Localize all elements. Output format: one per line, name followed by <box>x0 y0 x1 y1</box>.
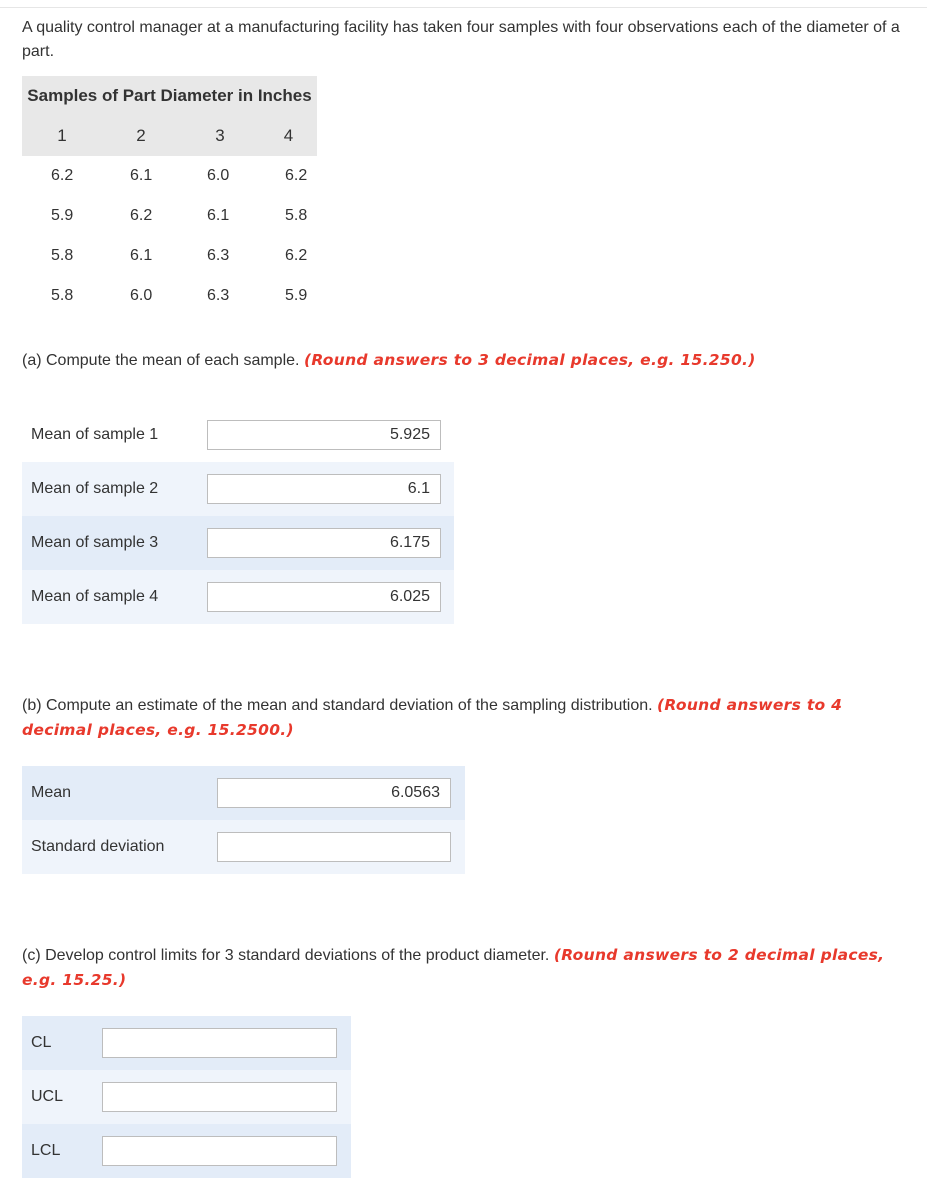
table-cell: 6.2 <box>51 167 74 184</box>
table-cell: 6.1 <box>130 167 153 184</box>
part-c-prompt <box>22 943 912 993</box>
table-cell: 6.3 <box>207 247 230 264</box>
answer-label: Mean of sample 1 <box>31 426 159 443</box>
lcl-input[interactable] <box>102 1136 337 1166</box>
part-a-text: (a) Compute the mean of each sample. <box>22 352 300 369</box>
answer-row-mean-sample-1 <box>22 408 454 462</box>
samples-table <box>22 76 317 316</box>
answer-row-cl <box>22 1016 351 1070</box>
top-divider <box>0 7 927 8</box>
table-row <box>22 196 317 236</box>
column-header: 1 <box>57 126 67 145</box>
part-a-answer-table <box>22 408 454 624</box>
samples-table-caption: Samples of Part Diameter in Inches <box>22 76 317 116</box>
answer-label: LCL <box>31 1142 61 1159</box>
answer-row-mean-sample-2 <box>22 462 454 516</box>
part-c-answer-table <box>22 1016 351 1178</box>
table-row <box>22 156 317 196</box>
part-b-answer-table <box>22 766 465 874</box>
table-cell: 5.8 <box>51 287 74 304</box>
answer-row-ucl <box>22 1070 351 1124</box>
answer-label: Mean of sample 3 <box>31 534 159 551</box>
mean-sample-2-input[interactable] <box>207 474 441 504</box>
part-b-text: (b) Compute an estimate of the mean and standard deviation of the sampling distribution. <box>22 697 653 714</box>
part-a-prompt <box>22 348 912 373</box>
answer-row-standard-deviation <box>22 820 465 874</box>
table-cell: 6.1 <box>130 247 153 264</box>
answer-label: UCL <box>31 1088 64 1105</box>
part-c-text: (c) Develop control limits for 3 standard deviations of the product diameter. <box>22 947 550 964</box>
answer-label: Mean <box>31 784 72 801</box>
answer-label: Standard deviation <box>31 838 165 855</box>
answer-label: Mean of sample 2 <box>31 480 159 497</box>
answer-row-mean-sample-4 <box>22 570 454 624</box>
table-cell: 5.8 <box>285 207 308 224</box>
answer-label: Mean of sample 4 <box>31 588 159 605</box>
answer-row-lcl <box>22 1124 351 1178</box>
samples-table-header <box>22 116 317 156</box>
part-b-prompt <box>22 693 912 743</box>
table-cell: 6.0 <box>207 167 230 184</box>
column-header: 3 <box>215 126 225 145</box>
column-header: 4 <box>283 126 294 145</box>
part-c-hint: (Round answers to 2 decimal places, e.g. 15.25.) <box>22 946 885 989</box>
table-cell: 6.0 <box>130 287 153 304</box>
part-a-hint: (Round answers to 3 decimal places, e.g. 15.250.) <box>303 351 756 369</box>
mean-sample-4-input[interactable] <box>207 582 441 612</box>
table-cell: 6.3 <box>207 287 230 304</box>
column-header: 2 <box>136 126 146 145</box>
table-cell: 6.2 <box>285 167 308 184</box>
answer-row-mean <box>22 766 465 820</box>
answer-row-mean-sample-3 <box>22 516 454 570</box>
problem-intro: A quality control manager at a manufacturing facility has taken four samples with four observations each of the diameter of a part. <box>22 19 900 60</box>
answer-label: CL <box>31 1034 52 1051</box>
table-row <box>22 276 317 316</box>
table-row <box>22 236 317 276</box>
mean-input[interactable] <box>217 778 451 808</box>
table-cell: 6.2 <box>130 207 153 224</box>
ucl-input[interactable] <box>102 1082 337 1112</box>
table-cell: 6.1 <box>207 207 230 224</box>
table-cell: 5.8 <box>51 247 74 264</box>
table-cell: 5.9 <box>285 287 308 304</box>
table-cell: 5.9 <box>51 207 74 224</box>
mean-sample-1-input[interactable] <box>207 420 441 450</box>
table-cell: 6.2 <box>285 247 308 264</box>
cl-input[interactable] <box>102 1028 337 1058</box>
mean-sample-3-input[interactable] <box>207 528 441 558</box>
standard-deviation-input[interactable] <box>217 832 451 862</box>
part-b-hint: (Round answers to 4 decimal places, e.g. 15.2500.) <box>22 696 843 739</box>
